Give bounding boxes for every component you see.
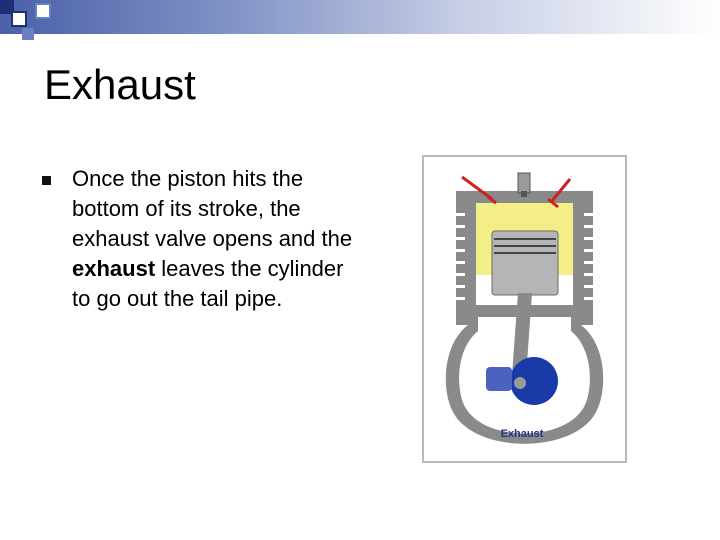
crank-counterweight — [486, 367, 512, 391]
slide-title: Exhaust — [44, 61, 196, 108]
decorative-squares — [0, 0, 60, 50]
bullet-marker — [42, 176, 51, 185]
illustration-caption: Exhaust — [500, 428, 544, 440]
piston — [492, 231, 558, 295]
bullet-text-bold: exhaust — [72, 256, 156, 281]
bullet-text-part-1: Once the piston hits the bottom of its stroke, the exhaust valve opens and the — [72, 166, 353, 251]
header-gradient-bar — [0, 0, 720, 34]
spark-plug — [518, 173, 530, 193]
bullet-text-part-2: leaves the cylinder to go out the tail pipe. — [72, 256, 344, 311]
bullet-text — [72, 164, 357, 314]
engine-exhaust-illustration — [422, 155, 627, 463]
